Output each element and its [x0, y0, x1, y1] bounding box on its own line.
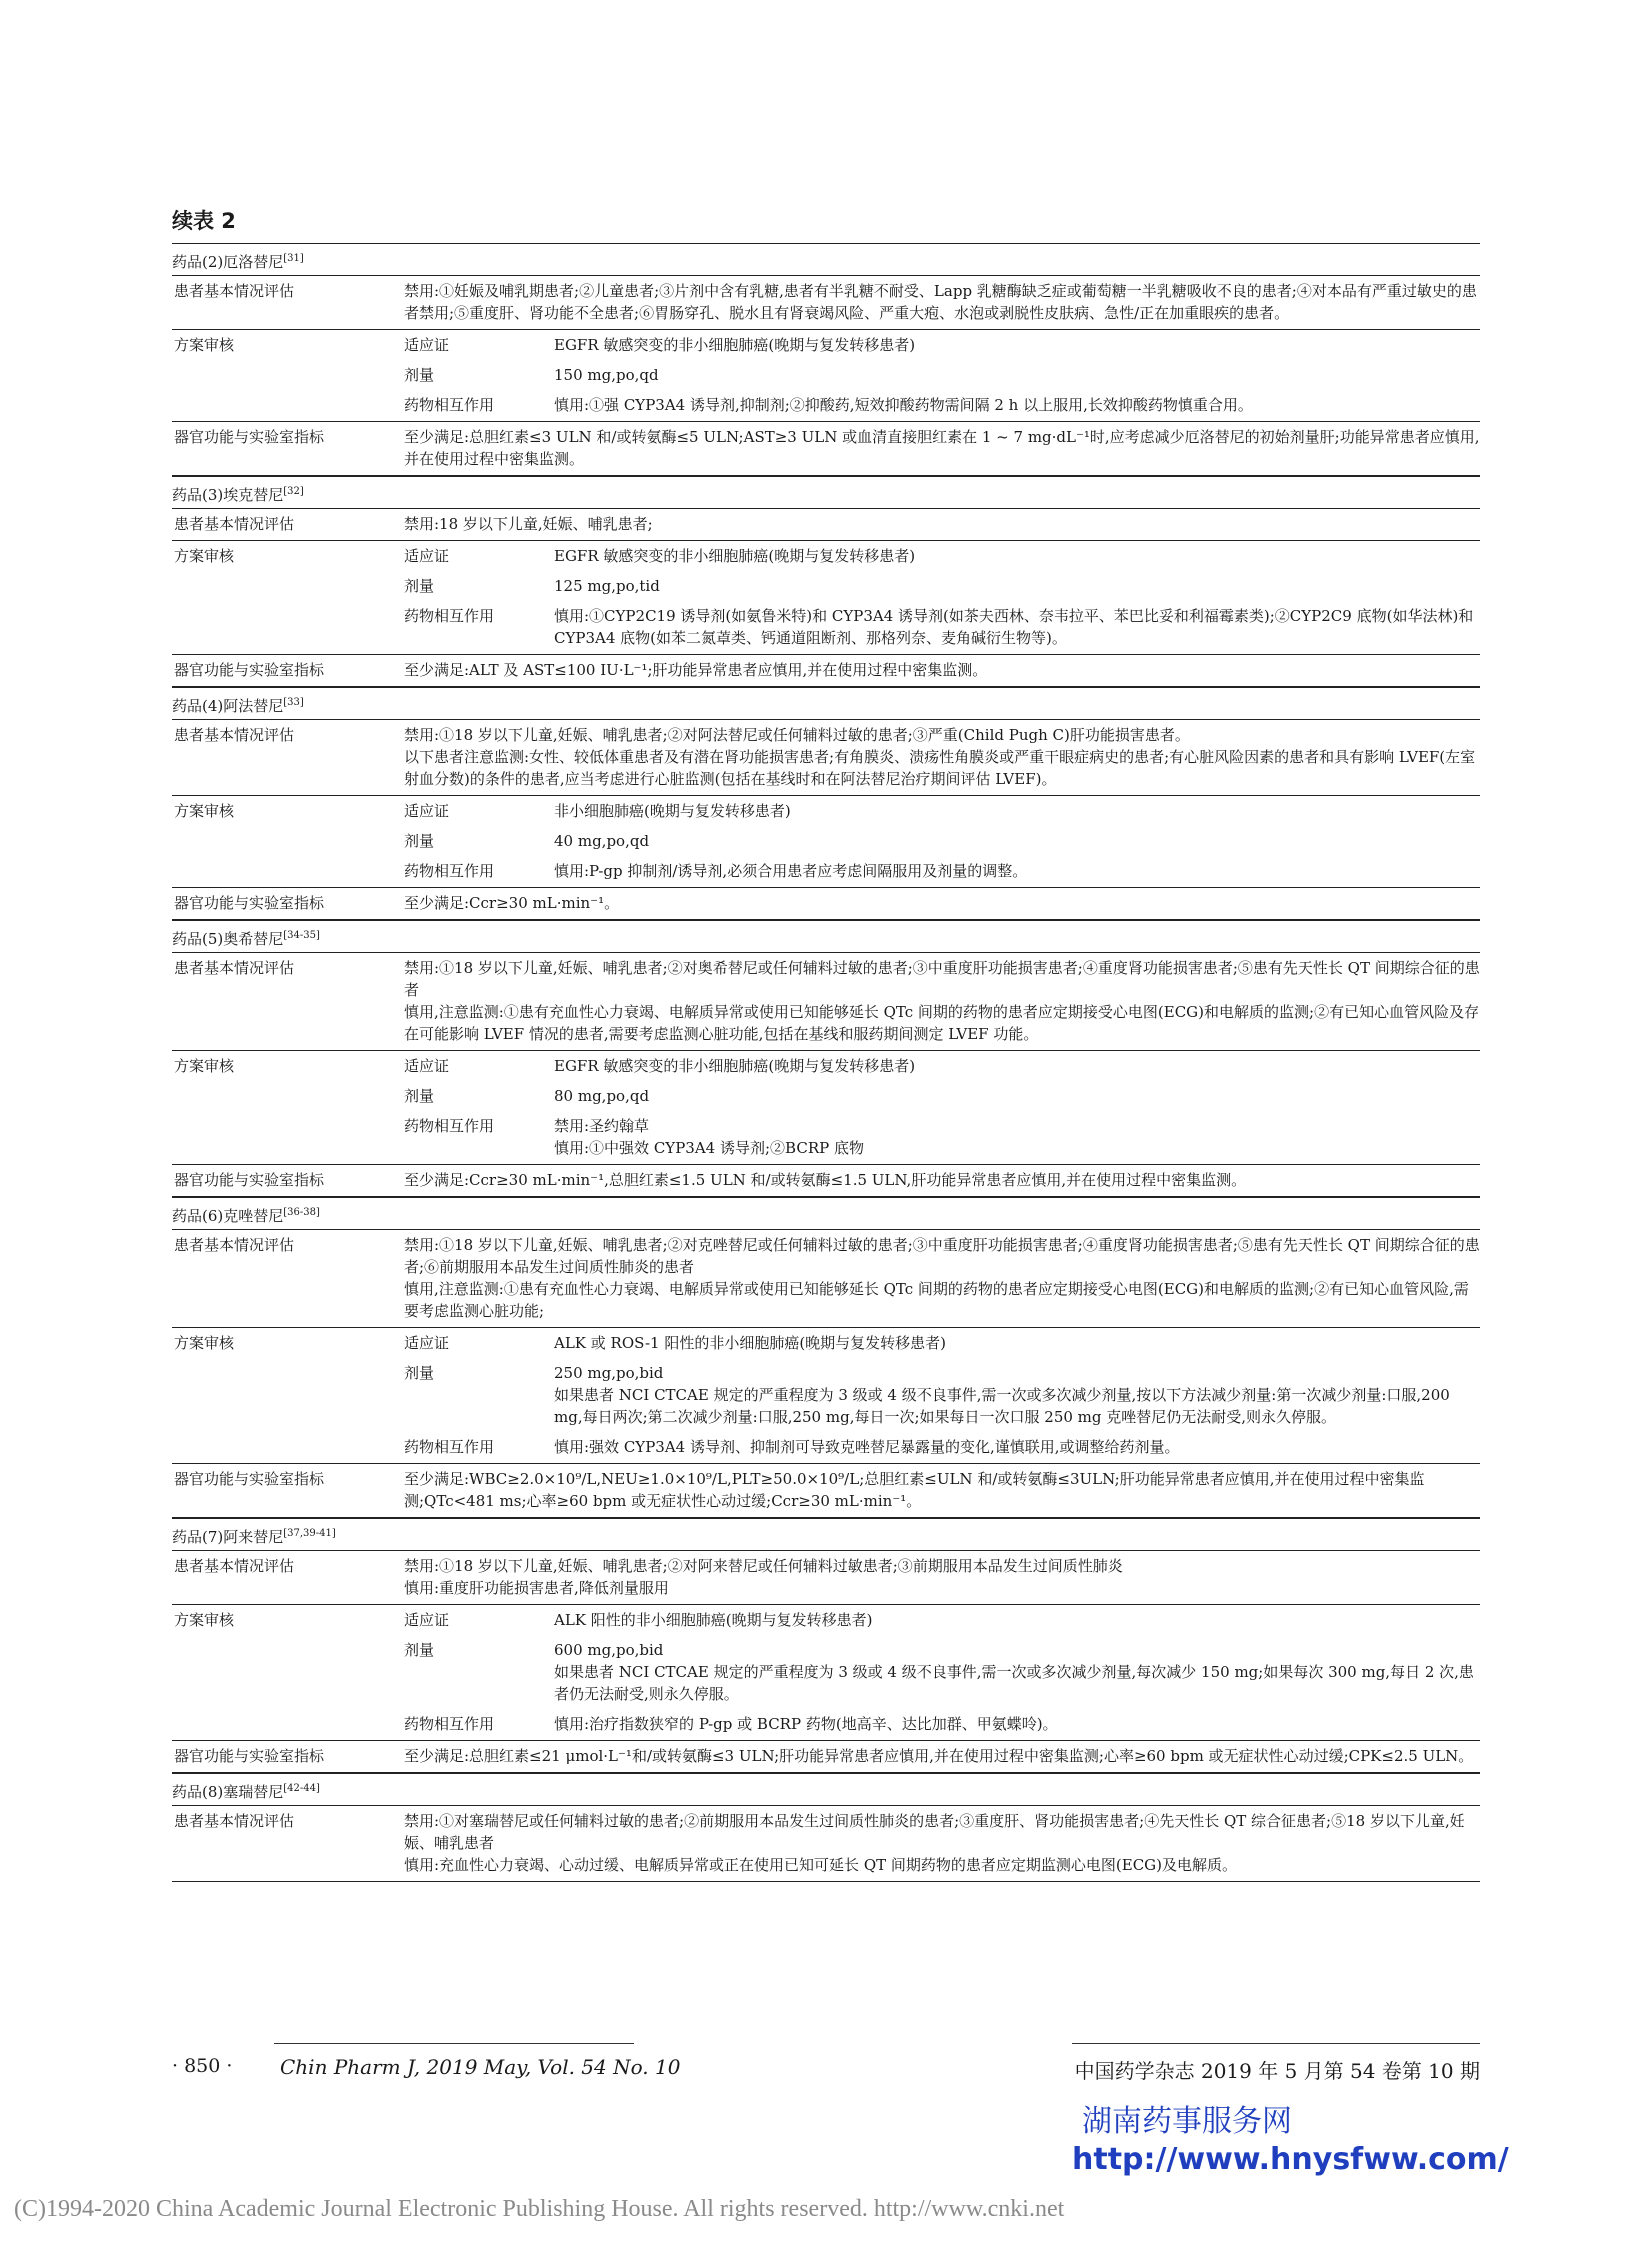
drug-name: 药品(7)阿来替尼 [172, 1528, 284, 1546]
row-label: 器官功能与实验室指标 [174, 428, 325, 446]
table-row [172, 720, 1480, 796]
content-paragraph: 禁用:①18 岁以下儿童,妊娠、哺乳患者;②对奥希替尼或任何辅料过敏的患者;③中重度肝功能损害患者;④重度肾功能损害患者;⑤患有先天性长 QT 间期综合征的患者 [404, 959, 1480, 999]
sub-row [404, 1115, 1480, 1159]
table-row [172, 1551, 1480, 1605]
table-page [172, 205, 1480, 1882]
drug-reference: [33] [283, 697, 304, 708]
sub-value-line: EGFR 敏感突变的非小细胞肺癌(晚期与复发转移患者) [554, 336, 916, 354]
sub-label: 适应证 [404, 1057, 450, 1075]
sub-value-line: EGFR 敏感突变的非小细胞肺癌(晚期与复发转移患者) [554, 1057, 916, 1075]
row-content [404, 545, 1480, 649]
drug-reference: [32] [283, 486, 304, 497]
sub-value [554, 860, 1480, 882]
drug-table [172, 243, 1480, 1882]
row-content [404, 426, 1480, 470]
sub-label: 适应证 [404, 802, 450, 820]
row-content [404, 1468, 1480, 1512]
sub-label: 药物相互作用 [404, 607, 495, 625]
content-paragraph: 慎用,注意监测:①患有充血性心力衰竭、电解质异常或使用已知能够延长 QTc 间期的药物的患者应定期接受心电图(ECG)和电解质的监测;②有已知心血管风险及存在可能影响 LVEF 情况的患者,需要考虑监测心脏功能,包括在基线和服药期间测定 LVEF 功能。 [404, 1003, 1480, 1043]
table-row [172, 1605, 1480, 1741]
content-paragraph: 至少满足:Ccr≥30 mL·min⁻¹。 [404, 894, 620, 912]
drug-header [172, 243, 1480, 276]
row-label: 方案审核 [174, 336, 235, 354]
sub-label: 剂量 [404, 1641, 435, 1659]
drug-reference: [31] [283, 253, 304, 264]
sub-row [404, 1085, 1480, 1107]
sub-row [404, 800, 1480, 822]
sub-label: 适应证 [404, 336, 450, 354]
content-paragraph: 禁用:18 岁以下儿童,妊娠、哺乳患者; [404, 515, 653, 533]
sub-value-line: 慎用:治疗指数狭窄的 P-gp 或 BCRP 药物(地高辛、达比加群、甲氨蝶呤)。 [554, 1715, 1058, 1733]
sub-value-line: 125 mg,po,tid [554, 577, 660, 595]
row-label: 器官功能与实验室指标 [174, 894, 325, 912]
sub-row [404, 860, 1480, 882]
sub-label: 药物相互作用 [404, 396, 495, 414]
sub-row [404, 830, 1480, 852]
sub-row [404, 1436, 1480, 1458]
content-paragraph: 慎用:充血性心力衰竭、心动过缓、电解质异常或正在使用已知可延长 QT 间期药物的患者应定期监测心电图(ECG)及电解质。 [404, 1856, 1238, 1874]
row-content [404, 1745, 1480, 1767]
sub-value [554, 364, 1480, 386]
sub-value-line: 禁用:圣约翰草 [554, 1117, 650, 1135]
journal-name-cn: 中国药学杂志 2019 年 5 月第 54 卷第 10 期 [1074, 2059, 1480, 2083]
sub-value [554, 1115, 1480, 1159]
drug-reference: [34-35] [283, 930, 320, 941]
sub-label: 适应证 [404, 1611, 450, 1629]
sub-value-line: 如果患者 NCI CTCAE 规定的严重程度为 3 级或 4 级不良事件,需一次或多次减少剂量,按以下方法减少剂量:第一次减少剂量:口服,200 mg,每日两次;第二次减少剂量:口服,250 mg,每日一次;如果每日一次口服 250 mg 克唑替尼仍无法耐受,则永久停服。 [554, 1386, 1450, 1426]
sub-row [404, 545, 1480, 567]
row-label: 患者基本情况评估 [174, 282, 295, 300]
copyright-notice: (C)1994-2020 China Academic Journal Electronic Publishing House. All rights reserved. http://www.cnki.net [14, 2196, 1065, 2222]
row-label: 患者基本情况评估 [174, 1557, 295, 1575]
sub-label: 适应证 [404, 547, 450, 565]
drug-header [172, 687, 1480, 720]
sub-row [404, 575, 1480, 597]
content-paragraph: 至少满足:ALT 及 AST≤100 IU·L⁻¹;肝功能异常患者应慎用,并在使用过程中密集监测。 [404, 661, 988, 679]
drug-name: 药品(5)奥希替尼 [172, 930, 284, 948]
row-content [404, 1332, 1480, 1458]
row-label: 患者基本情况评估 [174, 1812, 295, 1830]
sub-row [404, 1332, 1480, 1354]
sub-value [554, 1436, 1480, 1458]
content-paragraph: 至少满足:WBC≥2.0×10⁹/L,NEU≥1.0×10⁹/L,PLT≥50.0×10⁹/L;总胆红素≤ULN 和/或转氨酶≤3ULN;肝功能异常患者应慎用,并在使用过程中密集监测;QTc<481 ms;心率≥60 bpm 或无症状性心动过缓;Ccr≥30 mL·min⁻¹。 [404, 1470, 1425, 1510]
sub-label: 剂量 [404, 832, 435, 850]
sub-label: 药物相互作用 [404, 1117, 495, 1135]
sub-label: 剂量 [404, 1087, 435, 1105]
page-number: · 850 · [172, 2055, 233, 2077]
row-label: 方案审核 [174, 1334, 235, 1352]
content-paragraph: 慎用,注意监测:①患有充血性心力衰竭、电解质异常或使用已知能够延长 QTc 间期的药物的患者应定期接受心电图(ECG)和电解质的监测;②有已知心血管风险,需要考虑监测心脏功能; [404, 1280, 1469, 1320]
row-label: 患者基本情况评估 [174, 726, 295, 744]
sub-value-line: 慎用:P-gp 抑制剂/诱导剂,必须合用患者应考虑间隔服用及剂量的调整。 [554, 862, 1028, 880]
drug-name: 药品(8)塞瑞替尼 [172, 1783, 284, 1801]
row-label: 器官功能与实验室指标 [174, 661, 325, 679]
footer-rule [1072, 2043, 1480, 2044]
row-content [404, 659, 1480, 681]
sub-label: 药物相互作用 [404, 862, 495, 880]
row-label: 患者基本情况评估 [174, 1236, 295, 1254]
content-paragraph: 以下患者注意监测:女性、较低体重患者及有潜在肾功能损害患者;有角膜炎、溃疡性角膜炎或严重干眼症病史的患者;有心脏风险因素的患者和具有影响 LVEF(左室射血分数)的条件的患者,应当考虑进行心脏监测(包括在基线时和在阿法替尼治疗期间评估 LVEF)。 [404, 748, 1476, 788]
sub-value [554, 1609, 1480, 1631]
sub-value-line: 慎用:①中强效 CYP3A4 诱导剂;②BCRP 底物 [554, 1139, 864, 1157]
drug-name: 药品(2)厄洛替尼 [172, 253, 284, 271]
table-caption: 续表 2 [172, 209, 236, 233]
table-row [172, 422, 1480, 476]
row-content [404, 513, 1480, 535]
sub-label: 剂量 [404, 366, 435, 384]
drug-header [172, 920, 1480, 953]
sub-label: 适应证 [404, 1334, 450, 1352]
table-row [172, 1230, 1480, 1328]
row-label: 器官功能与实验室指标 [174, 1747, 325, 1765]
watermark-url[interactable]: http://www.hnysfww.com/ [1072, 2142, 1509, 2177]
row-label: 器官功能与实验室指标 [174, 1470, 325, 1488]
watermark-site-name: 湖南药事服务网 [1082, 2104, 1292, 2139]
row-content [404, 1810, 1480, 1876]
table-row [172, 1328, 1480, 1464]
content-paragraph: 禁用:①18 岁以下儿童,妊娠、哺乳患者;②对阿法替尼或任何辅料过敏的患者;③严重(Child Pugh C)肝功能损害患者。 [404, 726, 1190, 744]
sub-value [554, 605, 1480, 649]
table-row [172, 541, 1480, 655]
sub-row [404, 1609, 1480, 1631]
sub-value-line: ALK 阳性的非小细胞肺癌(晚期与复发转移患者) [554, 1611, 873, 1629]
sub-value-line: 80 mg,po,qd [554, 1087, 650, 1105]
sub-value [554, 800, 1480, 822]
sub-value [554, 334, 1480, 356]
row-label: 方案审核 [174, 547, 235, 565]
row-label: 患者基本情况评估 [174, 959, 295, 977]
drug-name: 药品(6)克唑替尼 [172, 1207, 284, 1225]
sub-row [404, 1055, 1480, 1077]
table-row [172, 888, 1480, 920]
row-content [404, 1609, 1480, 1735]
content-paragraph: 至少满足:总胆红素≤21 μmol·L⁻¹和/或转氨酶≤3 ULN;肝功能异常患者应慎用,并在使用过程中密集监测;心率≥60 bpm 或无症状性心动过缓;CPK≤2.5 ULN。 [404, 1747, 1474, 1765]
sub-value [554, 575, 1480, 597]
row-content [404, 800, 1480, 882]
row-label: 方案审核 [174, 1057, 235, 1075]
table-row [172, 509, 1480, 541]
drug-name: 药品(4)阿法替尼 [172, 697, 284, 715]
row-content [404, 1055, 1480, 1159]
sub-value [554, 1085, 1480, 1107]
sub-value-line: 慎用:①CYP2C19 诱导剂(如氨鲁米特)和 CYP3A4 诱导剂(如茶夫西林、奈韦拉平、苯巴比妥和利福霉素类);②CYP2C9 底物(如华法林)和 CYP3A4 底物(如苯二氮䓬类、钙通道阻断剂、那格列奈、麦角碱衍生物等)。 [554, 607, 1474, 647]
sub-row [404, 1639, 1480, 1705]
content-paragraph: 慎用:重度肝功能损害患者,降低剂量服用 [404, 1579, 669, 1597]
sub-row [404, 605, 1480, 649]
row-content [404, 1555, 1480, 1599]
page-footer [172, 2055, 1480, 2095]
sub-value [554, 394, 1480, 416]
sub-row [404, 1713, 1480, 1735]
drug-reference: [42-44] [283, 1783, 320, 1794]
sub-value [554, 1055, 1480, 1077]
row-label: 患者基本情况评估 [174, 515, 295, 533]
content-paragraph: 至少满足:Ccr≥30 mL·min⁻¹,总胆红素≤1.5 ULN 和/或转氨酶≤1.5 ULN,肝功能异常患者应慎用,并在使用过程中密集监测。 [404, 1171, 1247, 1189]
table-row [172, 1806, 1480, 1882]
table-row [172, 1051, 1480, 1165]
row-label: 方案审核 [174, 802, 235, 820]
sub-label: 药物相互作用 [404, 1438, 495, 1456]
row-label: 器官功能与实验室指标 [174, 1171, 325, 1189]
sub-value-line: 150 mg,po,qd [554, 366, 659, 384]
sub-value-line: 如果患者 NCI CTCAE 规定的严重程度为 3 级或 4 级不良事件,需一次或多次减少剂量,每次减少 150 mg;如果每次 300 mg,每日 2 次,患者仍无法耐受,则永久停服。 [554, 1663, 1474, 1703]
drug-header [172, 476, 1480, 509]
table-row [172, 953, 1480, 1051]
sub-value-line: 慎用:强效 CYP3A4 诱导剂、抑制剂可导致克唑替尼暴露量的变化,谨慎联用,或调整给药剂量。 [554, 1438, 1180, 1456]
drug-reference: [36-38] [283, 1207, 320, 1218]
content-paragraph: 禁用:①对塞瑞替尼或任何辅料过敏的患者;②前期服用本品发生过间质性肺炎的患者;③重度肝、肾功能损害患者;④先天性长 QT 综合征患者;⑤18 岁以下儿童,妊娠、哺乳患者 [404, 1812, 1465, 1852]
sub-value [554, 1639, 1480, 1705]
sub-row [404, 1362, 1480, 1428]
row-content [404, 1234, 1480, 1322]
sub-value [554, 1332, 1480, 1354]
content-paragraph: 禁用:①18 岁以下儿童,妊娠、哺乳患者;②对阿来替尼或任何辅料过敏患者;③前期服用本品发生过间质性肺炎 [404, 1557, 1123, 1575]
sub-value-line: 慎用:①强 CYP3A4 诱导剂,抑制剂;②抑酸药,短效抑酸药物需间隔 2 h 以上服用,长效抑酸药物慎重合用。 [554, 396, 1253, 414]
sub-label: 剂量 [404, 1364, 435, 1382]
row-content [404, 892, 1480, 914]
table-row [172, 330, 1480, 422]
table-row [172, 1741, 1480, 1773]
sub-value [554, 1713, 1480, 1735]
sub-value [554, 545, 1480, 567]
row-label: 方案审核 [174, 1611, 235, 1629]
sub-row [404, 364, 1480, 386]
sub-value-line: 40 mg,po,qd [554, 832, 650, 850]
drug-header [172, 1773, 1480, 1806]
sub-value-line: EGFR 敏感突变的非小细胞肺癌(晚期与复发转移患者) [554, 547, 916, 565]
sub-value-line: ALK 或 ROS-1 阳性的非小细胞肺癌(晚期与复发转移患者) [554, 1334, 947, 1352]
sub-row [404, 394, 1480, 416]
table-row [172, 276, 1480, 330]
journal-name-en: Chin Pharm J, 2019 May, Vol. 54 No. 10 [280, 2055, 681, 2079]
sub-value-line: 非小细胞肺癌(晚期与复发转移患者) [554, 802, 791, 820]
row-content [404, 724, 1480, 790]
sub-value-line: 600 mg,po,bid [554, 1641, 664, 1659]
content-paragraph: 禁用:①妊娠及哺乳期患者;②儿童患者;③片剂中含有乳糖,患者有半乳糖不耐受、Lapp 乳糖酶缺乏症或葡萄糖一半乳糖吸收不良的患者;④对本品有严重过敏史的患者禁用;⑤重度肝、肾功能不全患者;⑥胃肠穿孔、脱水且有肾衰竭风险、严重大疱、水泡或剥脱性皮肤病、急性/正在加重眼疾的患者。 [404, 282, 1477, 322]
table-row [172, 655, 1480, 687]
drug-header [172, 1518, 1480, 1551]
row-content [404, 1169, 1480, 1191]
row-content [404, 280, 1480, 324]
sub-label: 药物相互作用 [404, 1715, 495, 1733]
drug-reference: [37,39-41] [283, 1528, 336, 1539]
table-row [172, 1464, 1480, 1518]
row-content [404, 957, 1480, 1045]
table-row [172, 796, 1480, 888]
sub-label: 剂量 [404, 577, 435, 595]
drug-name: 药品(3)埃克替尼 [172, 486, 284, 504]
table-row [172, 1165, 1480, 1197]
drug-header [172, 1197, 1480, 1230]
sub-value [554, 830, 1480, 852]
sub-row [404, 334, 1480, 356]
content-paragraph: 禁用:①18 岁以下儿童,妊娠、哺乳患者;②对克唑替尼或任何辅料过敏的患者;③中重度肝功能损害患者;④重度肾功能损害患者;⑤患有先天性长 QT 间期综合征的患者;⑥前期服用本品发生过间质性肺炎的患者 [404, 1236, 1480, 1276]
sub-value-line: 250 mg,po,bid [554, 1364, 664, 1382]
row-content [404, 334, 1480, 416]
sub-value [554, 1362, 1480, 1428]
content-paragraph: 至少满足:总胆红素≤3 ULN 和/或转氨酶≤5 ULN;AST≥3 ULN 或血清直接胆红素在 1 ~ 7 mg·dL⁻¹时,应考虑减少厄洛替尼的初始剂量肝;功能异常患者应慎用,并在使用过程中密集监测。 [404, 428, 1480, 468]
